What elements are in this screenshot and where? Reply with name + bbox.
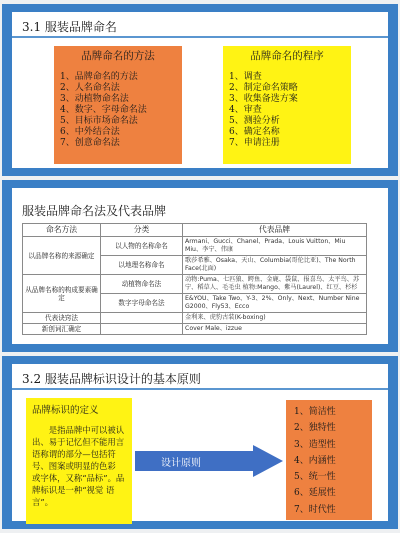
title-divider: [12, 36, 388, 38]
list-item: 1、调查: [229, 72, 262, 82]
table-cell-brands: 歌莎希雅、Osaka、天山、Columbia(哥伦比亚)、The North Face(北面): [183, 256, 367, 275]
table-row: [23, 275, 367, 294]
list-item: 5、目标市场命名法: [60, 116, 138, 126]
list-item: 7、申请注册: [229, 138, 280, 148]
table-cell-category: [101, 313, 183, 324]
table-cell-category: [101, 324, 183, 335]
naming-procedure-list: [223, 68, 351, 149]
table-row: [23, 313, 367, 324]
list-item: 5、统一性: [294, 472, 336, 483]
list-item: 4、审查: [229, 105, 262, 115]
list-item: 4、内涵性: [294, 455, 336, 466]
table-cell-category: 动植物命名法: [101, 275, 183, 294]
list-item: 6、中外结合法: [60, 127, 120, 137]
list-item: 6、延展性: [294, 488, 336, 499]
list-item: 7、创意命名法: [60, 138, 120, 148]
list-item: 5、测验分析: [229, 116, 280, 126]
title-divider: [12, 388, 388, 390]
table-cell-method: 新创词汇确定: [23, 324, 101, 335]
logo-definition-title: 品牌标识的定义: [32, 405, 99, 416]
slide-logo-principles: [2, 356, 398, 529]
table-cell-category: 以人物的名称命名: [101, 237, 183, 256]
table-cell-brands: Cover Male、izzue: [183, 324, 367, 335]
table-cell-method: 以品牌名称的来源确定: [23, 237, 101, 275]
table-header: 代表品牌: [183, 224, 367, 237]
table-row: [23, 324, 367, 335]
list-item: 2、制定命名策略: [229, 83, 298, 93]
list-item: 2、人名命名法: [60, 83, 120, 93]
naming-table-wrap: [22, 223, 366, 335]
table-header: 命名方法: [23, 224, 101, 237]
list-item: 4、数字、字母命名法: [60, 105, 147, 115]
principles-list: [294, 404, 372, 518]
slide-title: 3.2 服装品牌标识设计的基本原则: [22, 372, 201, 386]
table-cell-method: 从品牌名称的构成要素确定: [23, 275, 101, 313]
naming-table: [22, 223, 367, 335]
slide-brand-naming: [2, 4, 398, 176]
naming-procedure-box: [223, 46, 351, 164]
table-row: [23, 237, 367, 256]
list-item: 2、独特性: [294, 423, 336, 434]
list-item: 1、简洁性: [294, 407, 336, 417]
right-arrow-icon: [135, 445, 283, 477]
table-cell-brands: 金利来、虎豹古装(K-boxing): [183, 313, 367, 324]
slide-naming-table: [2, 180, 398, 352]
slide-title: 3.1 服装品牌命名: [22, 20, 117, 34]
list-item: 3、造型性: [294, 439, 336, 450]
table-cell-category: 数字字母命名法: [101, 294, 183, 313]
table-cell-method: 代表诀窍法: [23, 313, 101, 324]
logo-definition-text: 是指品牌中可以被认出、易于记忆但不能用言语称谓的部分—包括符号、图案或明显的色彩 或字体，又称“品标”。品牌标识是一种“视觉 语言”。: [32, 425, 125, 507]
naming-methods-box: [54, 46, 182, 164]
table-cell-brands: E&YOU、Take Two、Y-3、2%、Only、Next、Number Nine G2000、Fly53、Ecco: [183, 294, 367, 313]
table-header-row: [23, 224, 367, 237]
slide-canvas: [12, 188, 388, 344]
list-item: 3、收集备选方案: [229, 94, 298, 104]
naming-methods-list: [54, 68, 182, 149]
logo-definition-box: [26, 398, 132, 524]
slide-canvas: [12, 12, 388, 168]
slide-canvas: [12, 364, 388, 521]
design-principles-label: 设计原则: [161, 458, 201, 469]
list-item: 7、时代性: [294, 504, 336, 515]
list-item: 3、动植物命名法: [60, 94, 129, 104]
principles-box: [286, 400, 372, 520]
table-cell-brands: 动物:Puma、七匹狼、鳄鱼、金鹿、袋鼠、报喜鸟、太平鸟、苏宁、稻草人、毛毛虫 植物:Mango、紫马(Laurel)、红豆、杉杉: [183, 275, 367, 294]
list-item: 1、品牌命名的方法: [60, 72, 138, 82]
list-item: 6、确定名称: [229, 127, 280, 137]
design-principles-arrow: [135, 445, 283, 477]
table-header: 分类: [101, 224, 183, 237]
table-cell-brands: Armani、Gucci、Chanel、Prada、Louis Vuitton、Miu Miu、李宁、伟康: [183, 237, 367, 256]
slide-title: 服装品牌命名法及代表品牌: [22, 204, 167, 218]
naming-procedure-heading: 品牌命名的程序: [250, 50, 324, 62]
naming-methods-heading: 品牌命名的方法: [81, 50, 155, 62]
table-cell-category: 以地理名称命名: [101, 256, 183, 275]
